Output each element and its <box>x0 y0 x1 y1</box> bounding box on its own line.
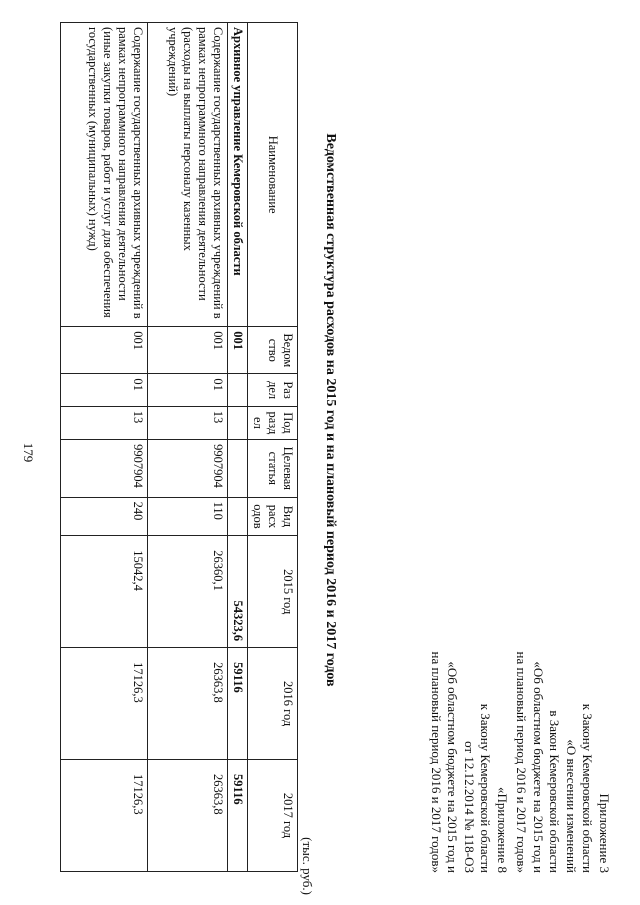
document-title: Ведомственная структура расходов на 2015 год и на плановый период 2016 и 2017 годов <box>323 133 338 687</box>
cell-subsection: 13 <box>148 406 228 439</box>
cell-2016: 59116 <box>228 648 248 760</box>
cell-2017: 59116 <box>228 760 248 872</box>
header-section: Раз дел <box>248 374 298 406</box>
appendix-line: на плановый период 2016 и 2017 годов» <box>429 651 444 873</box>
cell-name: Содержание государственных архивных учреждений в рамках непрограммного направления деятельности (расходы на выплаты персоналу казенных учреждений) <box>148 23 228 327</box>
expense-table <box>60 22 298 872</box>
cell-2017: 26363,8 <box>148 760 228 872</box>
header-2015: 2015 год <box>248 536 298 648</box>
table-header-row <box>248 23 298 872</box>
header-kind: Вид расх одов <box>248 497 298 536</box>
table-row-total <box>228 23 248 872</box>
appendix-line: «О внесении изменений <box>564 739 579 873</box>
appendix-line: к Закону Кемеровской области <box>580 703 596 873</box>
cell-2015: 26360,1 <box>148 536 228 648</box>
cell-target <box>228 440 248 498</box>
cell-kind: 240 <box>61 497 148 536</box>
appendix-line: на плановый период 2016 и 2017 годов» <box>514 651 530 873</box>
table-row <box>61 23 148 872</box>
appendix-line: в Закон Кемеровской области <box>547 710 563 873</box>
appendix-line: от 12.12.2014 № 118-ОЗ <box>462 741 477 873</box>
cell-subsection: 13 <box>61 406 148 439</box>
header-dept: Ведом ство <box>248 327 298 374</box>
cell-kind: 110 <box>148 497 228 536</box>
header-2017: 2017 год <box>248 760 298 872</box>
appendix-line: к Закону Кемеровской области <box>478 703 494 873</box>
page-number: 179 <box>21 442 36 463</box>
cell-target: 9907904 <box>148 440 228 498</box>
cell-section: 01 <box>148 374 228 406</box>
appendix-line: «Об областном бюджете на 2015 год и <box>445 661 461 873</box>
header-name: Наименование <box>248 23 298 327</box>
appendix-line: Приложение 3 <box>597 793 612 873</box>
cell-dept: 001 <box>61 327 148 374</box>
cell-name: Содержание государственных архивных учреждений в рамках непрограммного направления деятельности (иные закупки товаров, работ и услуг для обеспечения государственных (муниципальных) нужд) <box>61 23 148 327</box>
cell-2016: 26363,8 <box>148 648 228 760</box>
appendix-3-block <box>513 513 612 873</box>
cell-2015: 54323,6 <box>228 536 248 648</box>
appendix-line: «Приложение 8 <box>495 786 510 873</box>
unit-label: (тыс. руб.) <box>300 837 315 895</box>
cell-subsection <box>228 406 248 439</box>
header-subsection: Под разд ел <box>248 406 298 439</box>
cell-kind <box>228 497 248 536</box>
appendix-8-block <box>428 513 511 873</box>
cell-name: Архивное управление Кемеровской области <box>228 23 248 327</box>
cell-section <box>228 374 248 406</box>
header-2016: 2016 год <box>248 648 298 760</box>
cell-2017: 17126,3 <box>61 760 148 872</box>
header-target: Целевая статья <box>248 440 298 498</box>
cell-2016: 17126,3 <box>61 648 148 760</box>
table-row <box>148 23 228 872</box>
cell-target: 9907904 <box>61 440 148 498</box>
cell-2015: 15042,4 <box>61 536 148 648</box>
cell-section: 01 <box>61 374 148 406</box>
appendix-line: «Об областном бюджете на 2015 год и <box>531 661 546 873</box>
cell-dept: 001 <box>228 327 248 374</box>
cell-dept: 001 <box>148 327 228 374</box>
